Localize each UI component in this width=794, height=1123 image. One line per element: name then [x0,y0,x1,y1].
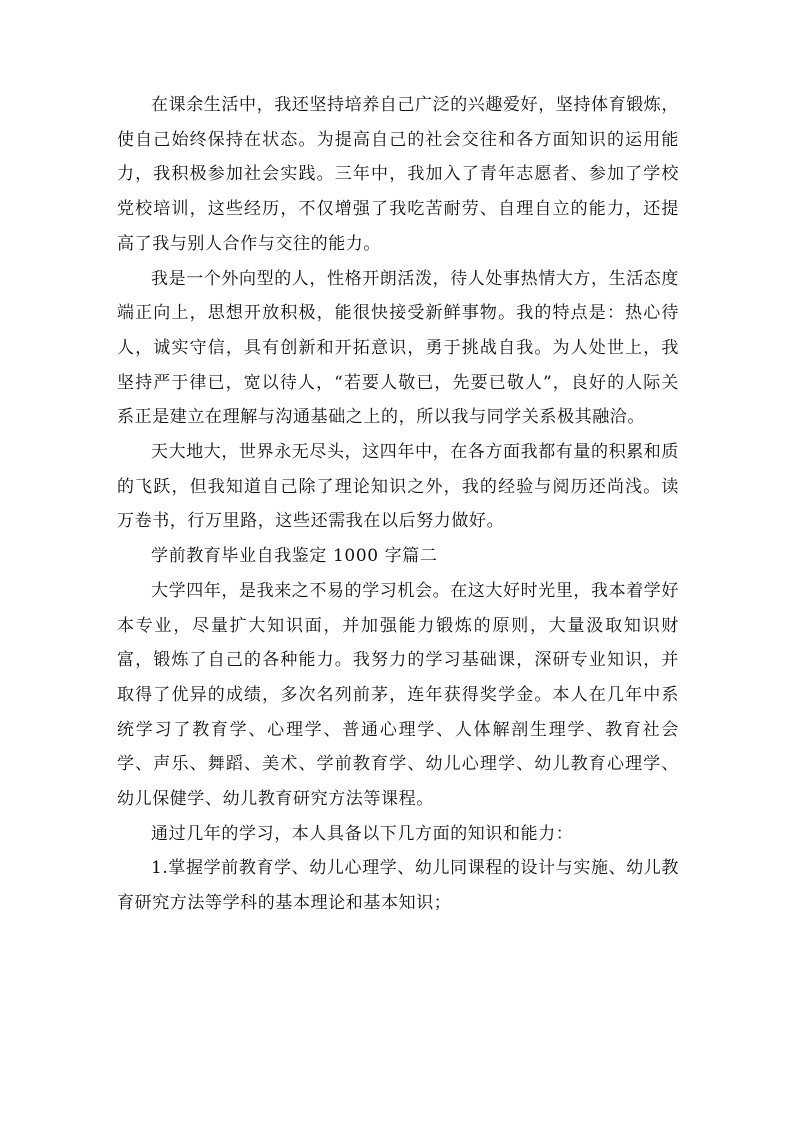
paragraph-extracurricular: 在课余生活中，我还坚持培养自己广泛的兴趣爱好，坚持体育锻炼，使自己始终保持在状态。为提高自己的社会交往和各方面知识的运用能力，我积极参加社会实践。三年中，我加入了青年志愿者、参加了学校党校培训，这些经历，不仅增强了我吃苦耐劳、自理自立的能力，还提高了我与别人合作与交往的能力。 [117,95,679,254]
document-body [117,88,679,921]
section-heading: 学前教育毕业自我鉴定 1000 字篇二 [151,546,438,567]
paragraph-abilities-intro: 通过几年的学习，本人具备以下几方面的知识和能力： [151,823,574,844]
paragraph-personality: 我是一个外向型的人，性格开朗活泼，待人处事热情大方，生活态度端正向上，思想开放积极，能很快接受新鲜事物。我的特点是：热心待人，诚实守信，具有创新和开拓意识，勇于挑战自我。为人处世上，我坚持严于律已，宽以待人，“若要人敬已，先要已敬人”，良好的人际关系正是建立在理解与沟通基础之上的，所以我与同学关系极其融洽。 [117,268,679,428]
paragraph-growth: 天大地大，世界永无尽头，这四年中，在各方面我都有量的积累和质的飞跃，但我知道自己除了理论知识之外，我的经验与阅历还尚浅。读万卷书，行万里路，这些还需我在以后努力做好。 [117,442,679,532]
paragraph-university-study: 大学四年，是我来之不易的学习机会。在这大好时光里，我本着学好本专业，尽量扩大知识面，并加强能力锻炼的原则，大量汲取知识财富，锻炼了自己的各种能力。我努力的学习基础课，深研专业知识，并取得了优异的成绩，多次名列前茅，连年获得奖学金。本人在几年中系统学习了教育学、心理学、普通心理学、人体解剖生理学、教育社会学、声乐、舞蹈、美术、学前教育学、幼儿心理学、幼儿教育心理学、幼儿保健学、幼儿教育研究方法等课程。 [117,580,679,810]
list-item-1: 1.掌握学前教育学、幼儿心理学、幼儿同课程的设计与实施、幼儿教育研究方法等学科的基本理论和基本知识； [117,858,679,914]
